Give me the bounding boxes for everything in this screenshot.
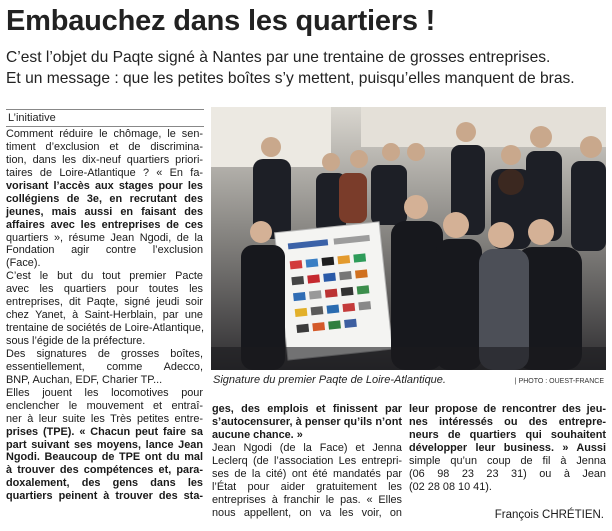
text-line	[212, 429, 402, 442]
bold-quote: collégiens de 3e, en recrutant des	[6, 192, 203, 205]
bold-quote: neurs de quartiers qui souhaitent	[409, 428, 606, 441]
article-column-1	[6, 128, 203, 503]
bold-quote: s’autocensurer, à penser qu’ils n’ont	[212, 415, 402, 428]
text-line: tion, dans les dix-neuf quartiers priori-	[6, 153, 203, 166]
camera-icon: |	[514, 378, 517, 385]
text-line	[212, 403, 402, 416]
text-line: taires de Loire-Atlantique ? « En fa-	[6, 166, 203, 179]
text-line	[409, 403, 606, 416]
bold-quote: développer leur business. » Aussi	[409, 441, 606, 454]
text-line: (02 28 08 10 41).	[409, 480, 492, 493]
text-line	[409, 416, 606, 429]
text-line: ses de la cité) ont été mandatés par	[212, 467, 402, 480]
text-line: Elles jouent les locomotives pour	[6, 386, 203, 399]
text-line: BNP, Auchan, EDF, Charier TP...	[6, 373, 163, 386]
bold-quote: ges, des emplois et finissent par	[212, 403, 402, 415]
text-line: simple qu’un coup de fil à Jenna	[409, 454, 606, 467]
standfirst-line: Et un message : que les petites boîtes s’y mettent, puisqu’elles manquent de bras.	[6, 70, 575, 87]
text-line	[6, 219, 203, 232]
text-line	[6, 206, 203, 219]
bold-quote: part suivant ses moyens, lance Jean	[6, 438, 203, 451]
article-column-3	[409, 403, 606, 494]
bold-quote: affaires avec les entreprises de ces	[6, 218, 203, 231]
bold-quote: vorisant l’accès aux stages pour les	[6, 179, 203, 192]
text-line: avec les quartiers pour toutes les	[6, 283, 203, 296]
photo-illustration	[211, 107, 606, 370]
text-line: (Face).	[6, 257, 41, 270]
text-line	[6, 180, 203, 193]
event-photo	[211, 107, 606, 370]
bold-quote: nes intéressés ou des entrepre-	[409, 415, 606, 428]
bold-quote: aucune chance. »	[212, 428, 303, 441]
text-line: Des signatures de grosses boîtes,	[6, 347, 203, 360]
author-signature: François CHRÉTIEN.	[494, 509, 604, 521]
section-rubric: L’initiative	[6, 109, 204, 127]
text-line: sous l’égide de la préfecture.	[6, 335, 146, 347]
headline: Embauchez dans les quartiers !	[6, 5, 436, 37]
text-line: nous appellent, on va les voir, on	[212, 506, 402, 519]
text-line	[6, 439, 203, 452]
text-line: (06 98 23 23 31) ou à Jean	[409, 467, 606, 480]
text-line: Jean Ngodi (de la Face) et Jenna	[212, 441, 402, 454]
bold-quote: jeunes, mais aussi en faisant des	[6, 205, 203, 218]
text-line: trentaine de sociétés de Loire-Atlantique,	[6, 322, 204, 335]
text-line: quartiers », résume Jean Ngodi, de la	[6, 231, 203, 244]
text-line: essentiellement, comme Adecco,	[6, 360, 203, 373]
photo-credit	[515, 377, 604, 386]
text-line	[6, 477, 203, 490]
text-line	[6, 426, 203, 439]
bold-quote: quartiers peinent à trouver des sta-	[6, 490, 203, 503]
text-line	[6, 451, 203, 464]
standfirst	[6, 47, 606, 89]
bold-quote: leur propose de rencontrer des jeu-	[409, 403, 606, 415]
text-line: entreprises à franchir le pas. « Elles	[212, 493, 402, 506]
text-line: chez Yanet, à Saint-Herblain, par une	[6, 309, 203, 322]
text-line: Comment réduire le chômage, le sen-	[6, 128, 203, 140]
text-line	[6, 490, 203, 503]
bold-quote: doxalement, des gens dans les	[6, 477, 203, 490]
text-line: Fondation agir contre l’exclusion	[6, 244, 203, 257]
bold-quote: Ngodi. Beaucoup de TPE ont du mal	[6, 451, 203, 464]
text-line	[6, 193, 203, 206]
text-line	[6, 464, 203, 477]
bold-quote: prises (TPE). « Chacun peut faire sa	[6, 425, 203, 438]
text-line: enclencher le mouvement et entraî-	[6, 399, 203, 412]
text-line	[212, 416, 402, 429]
text-line: entreprises, dit Paqte, signé jeudi soir	[6, 296, 203, 309]
text-line: l’État pour aider gratuitement les	[212, 480, 402, 493]
bold-quote: à trouver des compétences et, para-	[6, 464, 203, 477]
photo-credit-text: PHOTO : OUEST-FRANCE	[518, 378, 604, 385]
article-column-2	[212, 403, 402, 519]
text-line	[409, 429, 606, 442]
text-line: timent d’exclusion et de discrimina-	[6, 140, 203, 153]
standfirst-line: C’est l’objet du Paqte signé à Nantes par une trentaine de grosses entreprises.	[6, 49, 551, 66]
photo-caption: Signature du premier Paqte de Loire-Atlantique.	[213, 374, 446, 386]
text-line	[409, 442, 606, 455]
text-line: Leclerq (de l’association Les entrepri-	[212, 454, 402, 467]
text-line: ner à leur suite les Très petites entre-	[6, 412, 203, 425]
text-line: C’est le but du tout premier Pacte	[6, 270, 203, 283]
